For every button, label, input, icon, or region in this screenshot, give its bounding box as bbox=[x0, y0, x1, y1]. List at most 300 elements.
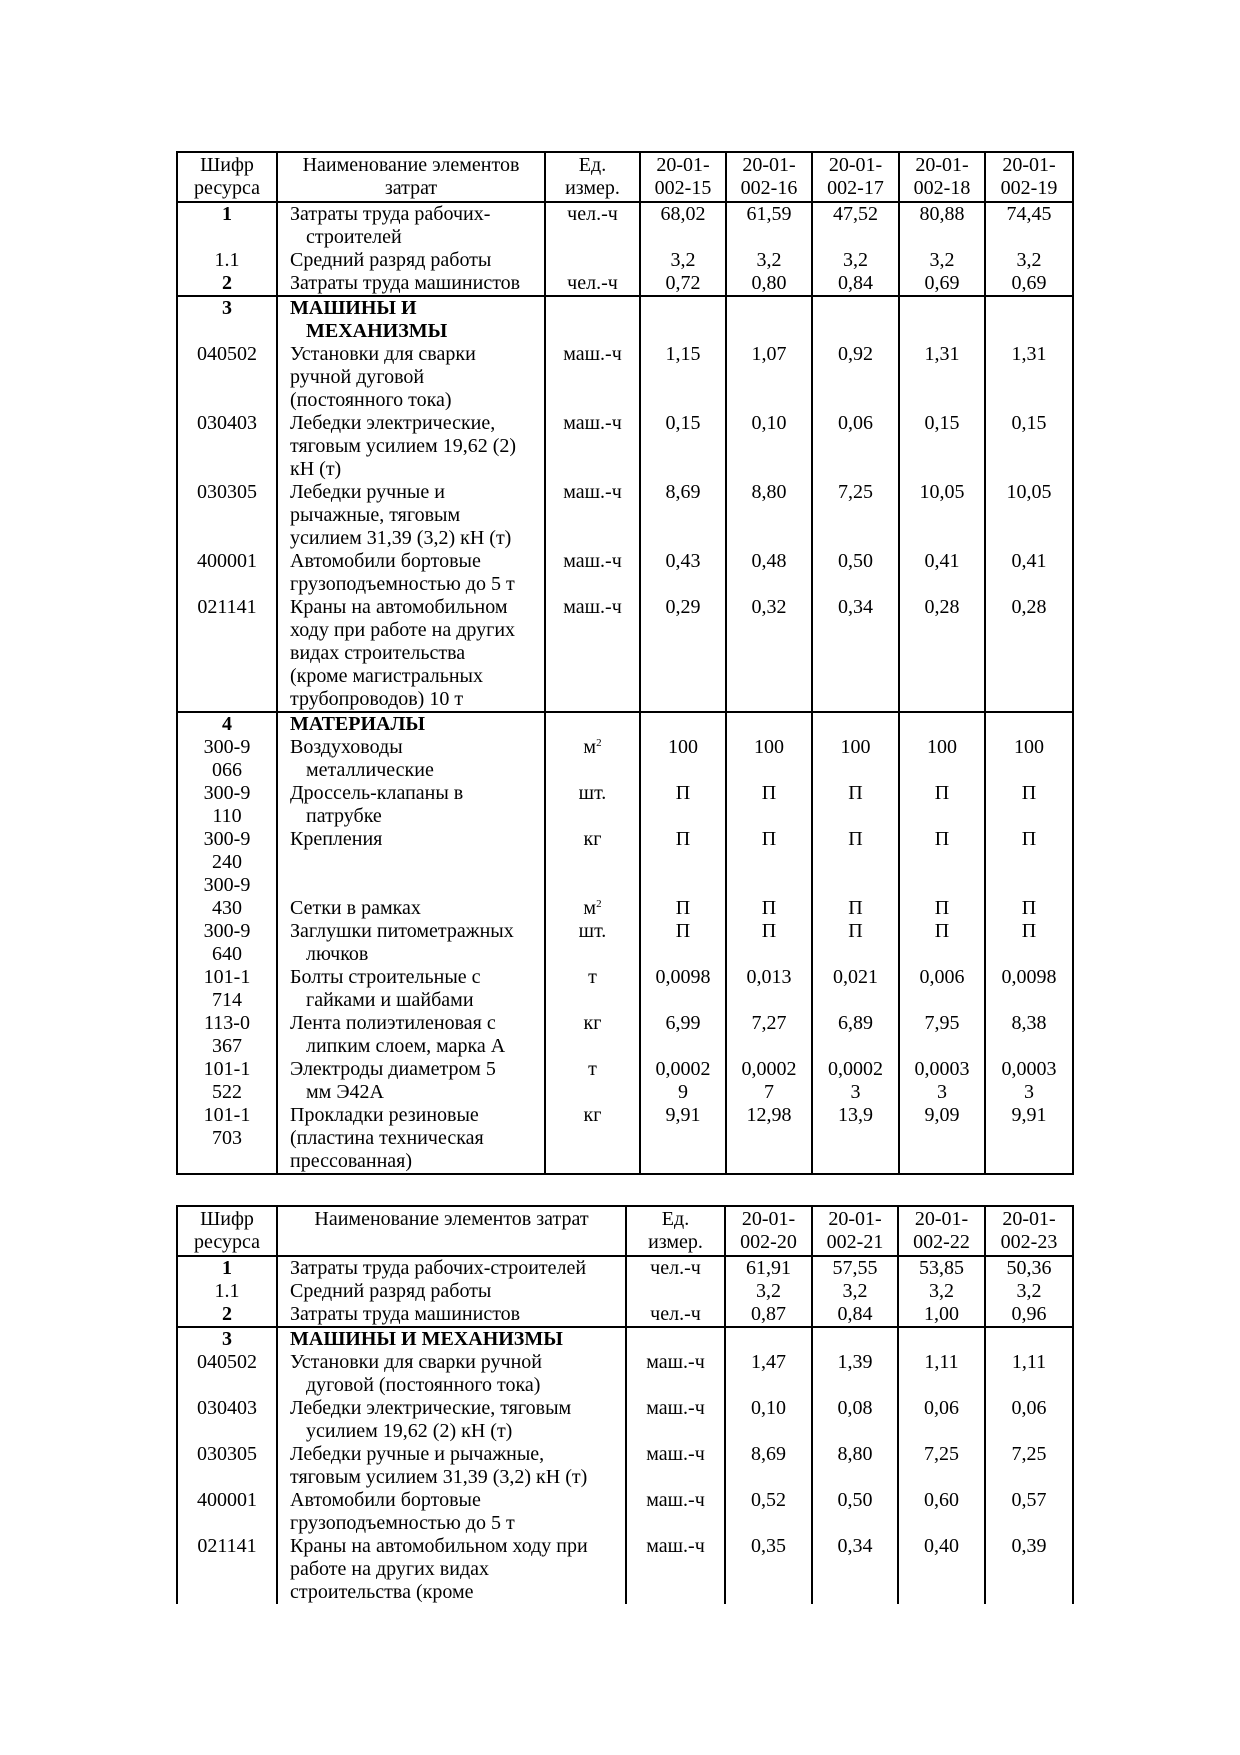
resource-table-1 bbox=[176, 151, 1074, 1175]
resource-code bbox=[177, 550, 277, 596]
value-text: 0,10 bbox=[751, 1397, 786, 1419]
table-row bbox=[177, 874, 1073, 920]
value-text: 0,80 bbox=[751, 272, 787, 294]
header-line: 002-23 bbox=[1000, 1231, 1058, 1253]
column-header bbox=[985, 1206, 1073, 1256]
norm-value bbox=[985, 249, 1073, 272]
value-text: П bbox=[761, 920, 777, 942]
unit bbox=[545, 412, 640, 481]
name-line: Краны на автомобильном bbox=[290, 596, 508, 618]
value-text: 9,91 bbox=[1011, 1104, 1047, 1126]
norm-value bbox=[985, 712, 1073, 736]
header-row bbox=[177, 152, 1073, 202]
column-header bbox=[725, 1206, 812, 1256]
cost-element-name bbox=[277, 1303, 626, 1327]
norm-value bbox=[725, 1351, 812, 1397]
norm-value bbox=[812, 1104, 899, 1174]
unit-text: чел.-ч bbox=[650, 1257, 701, 1279]
value-text: 3,2 bbox=[1016, 249, 1042, 271]
name-line: металлические bbox=[306, 759, 434, 781]
name-line: гайками и шайбами bbox=[306, 989, 474, 1011]
norm-value bbox=[726, 1012, 812, 1058]
norm-value bbox=[725, 1443, 812, 1489]
name-line: тяговым усилием 19,62 (2) bbox=[290, 435, 517, 457]
value-text: 3,2 bbox=[1016, 1280, 1042, 1302]
resource-code-text: 030403 bbox=[197, 1397, 257, 1419]
table-row bbox=[177, 1397, 1073, 1443]
name-line: трубопроводов) 10 т bbox=[290, 688, 464, 710]
header-line: 002-16 bbox=[740, 177, 798, 199]
unit bbox=[626, 1397, 725, 1443]
norm-value bbox=[985, 550, 1073, 596]
resource-code-text: 400001 bbox=[197, 1489, 257, 1511]
name-line: усилием 31,39 (3,2) кН (т) bbox=[290, 527, 512, 549]
resource-code-text: 113-0367 bbox=[204, 1012, 250, 1057]
cost-element-name bbox=[277, 1535, 626, 1604]
value-text: 0,92 bbox=[838, 343, 873, 365]
column-header bbox=[277, 152, 545, 202]
value-text: 0,69 bbox=[924, 272, 960, 294]
header-line: 20-01- bbox=[741, 1208, 796, 1230]
norm-value bbox=[985, 1280, 1073, 1303]
resource-code bbox=[177, 1351, 277, 1397]
table-row bbox=[177, 1012, 1073, 1058]
unit bbox=[545, 966, 640, 1012]
value-text: 0,08 bbox=[837, 1397, 873, 1419]
resource-code bbox=[177, 736, 277, 782]
column-header bbox=[726, 152, 812, 202]
unit bbox=[545, 481, 640, 550]
resource-code bbox=[177, 343, 277, 412]
value-text: 1,07 bbox=[751, 343, 787, 365]
resource-code-text: 030403 bbox=[197, 412, 257, 434]
unit-text: чел.-ч bbox=[650, 1303, 701, 1325]
norm-value bbox=[640, 712, 726, 736]
resource-code-text: 030305 bbox=[197, 1443, 257, 1465]
header-line: 20-01- bbox=[1002, 1208, 1056, 1230]
cost-element-name bbox=[277, 1351, 626, 1397]
norm-value bbox=[812, 1058, 899, 1104]
norm-value bbox=[985, 296, 1073, 343]
resource-code bbox=[177, 1327, 277, 1351]
norm-value bbox=[899, 1104, 985, 1174]
column-header bbox=[899, 152, 985, 202]
value-text: П bbox=[848, 897, 863, 919]
value-text: 0,41 bbox=[1011, 550, 1047, 572]
column-header bbox=[177, 152, 277, 202]
value-text: 0,48 bbox=[751, 550, 787, 572]
value-text: 1,11 bbox=[1011, 1351, 1047, 1373]
value-text: 0,41 bbox=[924, 550, 960, 572]
unit bbox=[545, 828, 640, 874]
name-line: Дроссель-клапаны в bbox=[290, 782, 464, 804]
value-text: 10,05 bbox=[919, 481, 965, 503]
unit bbox=[545, 1058, 640, 1104]
column-header bbox=[626, 1206, 725, 1256]
norm-value bbox=[640, 596, 726, 712]
table-row bbox=[177, 1489, 1073, 1535]
value-text: П bbox=[1021, 828, 1037, 850]
table-row bbox=[177, 202, 1073, 249]
cost-element-name bbox=[277, 272, 545, 296]
unit bbox=[626, 1351, 725, 1397]
norm-value bbox=[726, 874, 812, 920]
unit bbox=[545, 343, 640, 412]
value-text: 0,52 bbox=[751, 1489, 786, 1511]
value-text: 61,91 bbox=[746, 1257, 791, 1279]
value-text: 0,0003 bbox=[1001, 1058, 1057, 1080]
header-line: Ед. bbox=[661, 1208, 690, 1230]
name-line: усилием 19,62 (2) кН (т) bbox=[306, 1420, 513, 1442]
unit-text: чел.-ч bbox=[567, 203, 618, 225]
header-line: Шифр bbox=[200, 1208, 254, 1230]
unit: $м^2$ bbox=[545, 874, 640, 920]
cost-element-name bbox=[277, 249, 545, 272]
value-text: 6,99 bbox=[665, 1012, 701, 1034]
resource-code bbox=[177, 249, 277, 272]
norm-value bbox=[640, 828, 726, 874]
norm-value bbox=[725, 1397, 812, 1443]
norm-value bbox=[640, 966, 726, 1012]
norm-value bbox=[726, 712, 812, 736]
table-row bbox=[177, 343, 1073, 412]
value-text: П bbox=[848, 782, 863, 804]
norm-value bbox=[812, 1303, 898, 1327]
name-line: Лебедки ручные и bbox=[290, 481, 445, 503]
norm-value bbox=[726, 481, 812, 550]
norm-value bbox=[640, 920, 726, 966]
norm-value bbox=[640, 343, 726, 412]
norm-value bbox=[640, 202, 726, 249]
name-line: патрубке bbox=[306, 805, 382, 827]
name-line: (постоянного тока) bbox=[290, 389, 452, 411]
unit-text: м bbox=[583, 736, 597, 758]
norm-value bbox=[812, 1351, 898, 1397]
value-text: 1,00 bbox=[924, 1303, 959, 1325]
norm-value bbox=[985, 736, 1073, 782]
name-line: мм Э42А bbox=[306, 1081, 384, 1103]
value-text: 12,98 bbox=[746, 1104, 792, 1126]
resource-code-text: 1 bbox=[222, 1257, 232, 1279]
value-text: 0,32 bbox=[751, 596, 787, 618]
norm-value bbox=[899, 1058, 985, 1104]
name-line: лючков bbox=[306, 943, 369, 965]
unit-text: кг bbox=[583, 1104, 602, 1126]
unit-text: маш.-ч bbox=[563, 412, 622, 434]
value-text: 0,006 bbox=[919, 966, 965, 988]
cost-element-name bbox=[277, 1012, 545, 1058]
column-header bbox=[277, 1206, 626, 1256]
value-text: 1,31 bbox=[924, 343, 960, 365]
resource-code-text: 101-1522 bbox=[203, 1058, 251, 1103]
cost-element-name bbox=[277, 1058, 545, 1104]
value-text: 0,50 bbox=[837, 1489, 873, 1511]
name-line: работе на других видах bbox=[290, 1558, 490, 1580]
value-text: 0,72 bbox=[665, 272, 701, 294]
norm-value bbox=[640, 1058, 726, 1104]
value-text: П bbox=[934, 897, 950, 919]
cost-element-name bbox=[277, 1397, 626, 1443]
unit-text: шт. bbox=[578, 920, 607, 942]
table-row bbox=[177, 1280, 1073, 1303]
norm-value bbox=[985, 1397, 1073, 1443]
value-text: 0,0003 bbox=[914, 1058, 970, 1080]
norm-value bbox=[726, 412, 812, 481]
name-line: строительства (кроме bbox=[290, 1581, 474, 1603]
norm-value bbox=[985, 1351, 1073, 1397]
value-text: 9,09 bbox=[924, 1104, 960, 1126]
resource-code-text: 1 bbox=[222, 203, 232, 225]
norm-value bbox=[985, 920, 1073, 966]
resource-code-text: 1.1 bbox=[214, 249, 240, 271]
header-line: 20-01- bbox=[828, 1208, 882, 1230]
norm-value bbox=[640, 782, 726, 828]
norm-value bbox=[898, 1397, 985, 1443]
value-text: 10,05 bbox=[1006, 481, 1052, 503]
header-line: 20-01- bbox=[914, 1208, 969, 1230]
table-row bbox=[177, 1104, 1073, 1174]
resource-code-text: 400001 bbox=[197, 550, 257, 572]
resource-code bbox=[177, 1104, 277, 1174]
value-text: 8,38 bbox=[1011, 1012, 1047, 1034]
unit bbox=[626, 1256, 725, 1280]
norm-value bbox=[726, 828, 812, 874]
value-text: 0,0002 bbox=[828, 1058, 883, 1080]
value-text: П bbox=[761, 828, 777, 850]
header-line: ресурса bbox=[194, 1231, 260, 1253]
name-line: Воздуховоды bbox=[290, 736, 403, 758]
norm-value bbox=[640, 1012, 726, 1058]
unit bbox=[626, 1280, 725, 1303]
resource-code bbox=[177, 596, 277, 712]
resource-code-text: 4 bbox=[222, 713, 232, 735]
name-line: видах строительства bbox=[290, 642, 466, 664]
resource-code bbox=[177, 1397, 277, 1443]
table-row bbox=[177, 966, 1073, 1012]
resource-code-text: 300-9640 bbox=[203, 920, 251, 965]
value-text: 0,84 bbox=[838, 272, 873, 294]
resource-code bbox=[177, 1058, 277, 1104]
cost-element-name bbox=[277, 712, 545, 736]
norm-value bbox=[899, 874, 985, 920]
unit-text: маш.-ч bbox=[563, 481, 622, 503]
header-line: 002-21 bbox=[826, 1231, 884, 1253]
cost-element-name bbox=[277, 481, 545, 550]
norm-value bbox=[726, 343, 812, 412]
value-text: П bbox=[848, 828, 863, 850]
resource-code bbox=[177, 828, 277, 874]
value-text: 0,021 bbox=[833, 966, 878, 988]
cost-element-name bbox=[277, 296, 545, 343]
norm-value bbox=[812, 966, 899, 1012]
norm-value bbox=[725, 1327, 812, 1351]
value-text: П bbox=[761, 782, 777, 804]
header-line: 20-01- bbox=[915, 154, 969, 176]
unit: $м^2$ bbox=[545, 736, 640, 782]
unit-text: маш.-ч bbox=[646, 1443, 705, 1465]
value-text: 0,28 bbox=[924, 596, 960, 618]
table-row bbox=[177, 249, 1073, 272]
unit-text: кг bbox=[583, 828, 602, 850]
norm-value bbox=[898, 1443, 985, 1489]
value-text: 3 bbox=[937, 1081, 947, 1103]
norm-value bbox=[812, 481, 899, 550]
value-text: 8,69 bbox=[665, 481, 701, 503]
header-line: Наименование элементов bbox=[302, 154, 520, 176]
value-text: 3 bbox=[1024, 1081, 1034, 1103]
unit bbox=[626, 1327, 725, 1351]
name-line: Краны на автомобильном ходу при bbox=[290, 1535, 588, 1557]
norm-value bbox=[812, 596, 899, 712]
table-row bbox=[177, 920, 1073, 966]
value-text: 8,69 bbox=[751, 1443, 786, 1465]
value-text: 100 bbox=[754, 736, 784, 758]
value-text: 61,59 bbox=[746, 203, 792, 225]
unit bbox=[626, 1443, 725, 1489]
norm-value bbox=[812, 874, 899, 920]
name-line: Болты строительные с bbox=[290, 966, 481, 988]
norm-value bbox=[985, 966, 1073, 1012]
name-line: Сетки в рамках bbox=[290, 897, 421, 919]
name-line: Затраты труда рабочих- bbox=[290, 203, 491, 225]
value-text: 68,02 bbox=[660, 203, 706, 225]
cost-element-name bbox=[277, 202, 545, 249]
unit-text: м bbox=[583, 897, 597, 919]
norm-value bbox=[899, 481, 985, 550]
norm-value bbox=[812, 1535, 898, 1604]
value-text: 0,34 bbox=[838, 596, 873, 618]
value-text: 0,39 bbox=[1011, 1535, 1047, 1557]
norm-value bbox=[725, 1535, 812, 1604]
resource-code bbox=[177, 296, 277, 343]
name-line: прессованная) bbox=[290, 1150, 413, 1172]
unit bbox=[545, 202, 640, 249]
norm-value bbox=[812, 828, 899, 874]
header-line: Ед. bbox=[578, 154, 607, 176]
norm-value bbox=[899, 249, 985, 272]
resource-code-text: 021141 bbox=[197, 596, 257, 618]
norm-value bbox=[985, 828, 1073, 874]
norm-value bbox=[812, 249, 899, 272]
table-row bbox=[177, 1303, 1073, 1327]
name-line: Затраты труда машинистов bbox=[290, 272, 521, 294]
value-text: 0,35 bbox=[751, 1535, 786, 1557]
name-line: Затраты труда машинистов bbox=[290, 1303, 521, 1325]
table-row bbox=[177, 412, 1073, 481]
column-header bbox=[177, 1206, 277, 1256]
norm-value bbox=[812, 1012, 899, 1058]
norm-value bbox=[726, 272, 812, 296]
cost-element-name bbox=[277, 596, 545, 712]
name-line: Автомобили бортовые bbox=[290, 1489, 481, 1511]
cost-element-name bbox=[277, 1443, 626, 1489]
resource-code bbox=[177, 1489, 277, 1535]
cost-element-name bbox=[277, 412, 545, 481]
value-text: 0,28 bbox=[1011, 596, 1047, 618]
resource-code-text: 3 bbox=[222, 1328, 232, 1350]
value-text: 0,50 bbox=[838, 550, 873, 572]
resource-table-2 bbox=[176, 1205, 1074, 1604]
name-line: (пластина техническая bbox=[290, 1127, 484, 1149]
value-text: 6,89 bbox=[838, 1012, 873, 1034]
norm-value bbox=[812, 550, 899, 596]
value-text: П bbox=[934, 782, 950, 804]
table-row bbox=[177, 828, 1073, 874]
value-text: 3,2 bbox=[843, 249, 868, 271]
unit-text: т bbox=[588, 966, 597, 988]
value-text: 0,96 bbox=[1011, 1303, 1047, 1325]
norm-value bbox=[640, 550, 726, 596]
table-row bbox=[177, 1327, 1073, 1351]
value-text: 0,06 bbox=[1011, 1397, 1047, 1419]
norm-value bbox=[985, 272, 1073, 296]
norm-value bbox=[899, 412, 985, 481]
name-line: дуговой (постоянного тока) bbox=[306, 1374, 541, 1396]
table-row bbox=[177, 550, 1073, 596]
norm-value bbox=[726, 296, 812, 343]
value-text: 100 bbox=[1014, 736, 1044, 758]
header-line: 002-22 bbox=[913, 1231, 970, 1253]
value-text: 0,06 bbox=[924, 1397, 959, 1419]
value-text: 3,2 bbox=[929, 1280, 954, 1302]
value-text: П bbox=[675, 897, 691, 919]
name-line: Автомобили бортовые bbox=[290, 550, 481, 572]
cost-element-name bbox=[277, 736, 545, 782]
name-line: рычажные, тяговым bbox=[290, 504, 461, 526]
norm-value bbox=[985, 1058, 1073, 1104]
norm-value bbox=[899, 202, 985, 249]
resource-code-text: 1.1 bbox=[214, 1280, 240, 1302]
value-text: 0,0098 bbox=[655, 966, 711, 988]
norm-value bbox=[898, 1280, 985, 1303]
unit bbox=[626, 1489, 725, 1535]
header-line: Шифр bbox=[200, 154, 254, 176]
value-text: 3,2 bbox=[929, 249, 955, 271]
norm-value bbox=[812, 296, 899, 343]
resource-code bbox=[177, 920, 277, 966]
resource-code-text: 300-9110 bbox=[203, 782, 251, 827]
header-row bbox=[177, 1206, 1073, 1256]
table-row bbox=[177, 596, 1073, 712]
norm-value bbox=[899, 828, 985, 874]
value-text: 100 bbox=[668, 736, 698, 758]
norm-value bbox=[985, 782, 1073, 828]
value-text: 0,15 bbox=[924, 412, 960, 434]
header-line: 002-15 bbox=[654, 177, 712, 199]
name-line: МАТЕРИАЛЫ bbox=[290, 713, 425, 735]
norm-value bbox=[985, 412, 1073, 481]
value-text: 0,60 bbox=[924, 1489, 959, 1511]
value-text: 0,06 bbox=[838, 412, 873, 434]
name-line: грузоподъемностью до 5 т bbox=[290, 573, 515, 595]
resource-code-text: 3 bbox=[222, 297, 232, 319]
norm-value bbox=[725, 1256, 812, 1280]
unit bbox=[545, 1012, 640, 1058]
table-row bbox=[177, 1058, 1073, 1104]
norm-value bbox=[985, 596, 1073, 712]
column-header bbox=[898, 1206, 985, 1256]
norm-value bbox=[726, 782, 812, 828]
norm-value bbox=[985, 874, 1073, 920]
unit bbox=[626, 1303, 725, 1327]
norm-value bbox=[985, 1443, 1073, 1489]
resource-code-text: 021141 bbox=[197, 1535, 257, 1557]
unit bbox=[545, 272, 640, 296]
value-text: 0,013 bbox=[746, 966, 792, 988]
norm-value bbox=[725, 1303, 812, 1327]
resource-code bbox=[177, 1303, 277, 1327]
unit bbox=[545, 1104, 640, 1174]
